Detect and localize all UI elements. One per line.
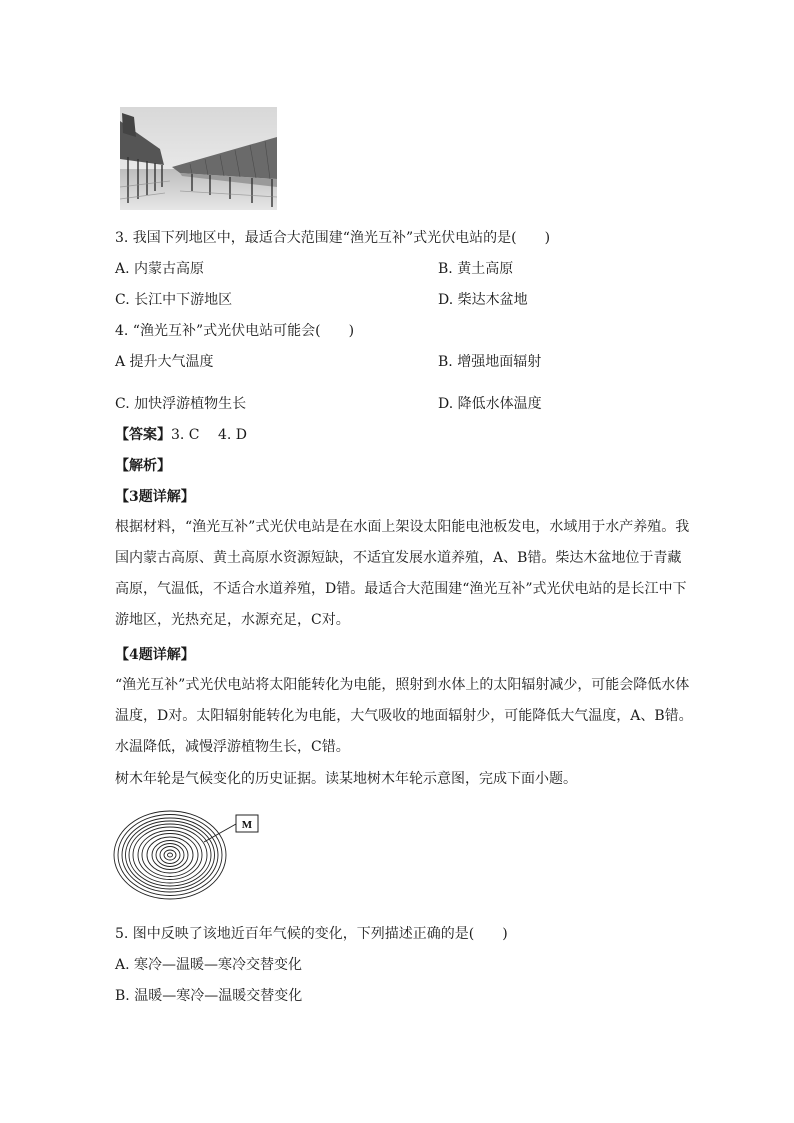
q3-option-c: C. 长江中下游地区 — [115, 292, 233, 308]
q4-option-d: D. 降低水体温度 — [438, 396, 542, 412]
marker-label: M — [241, 819, 253, 831]
q4-option-c: C. 加快浮游植物生长 — [115, 396, 247, 412]
analysis-label: 【解析】 — [115, 458, 171, 474]
answer-line — [115, 425, 247, 445]
q3-stem: 3. 我国下列地区中，最适合大范围建“渔光互补”式光伏电站的是( ) — [115, 230, 551, 246]
q4-option-b: B. 增强地面辐射 — [438, 354, 542, 370]
q3-option-d: D. 柴达木盆地 — [438, 292, 528, 308]
answer-text: 3. C 4. D — [171, 427, 248, 443]
q4-stem: 4. “渔光互补”式光伏电站可能会( ) — [115, 323, 355, 339]
detail4-text: “渔光互补”式光伏电站将太阳能转化为电能，照射到水体上的太阳辐射减少，可能会降低水体温度，D对。太阳辐射能转化为电能，大气吸收的地面辐射少，可能降低大气温度，A、B错。水温降低，减慢浮游植物生长，C错。 — [115, 677, 693, 755]
tree-ring-diagram — [112, 808, 262, 900]
detail3-label: 【3题详解】 — [115, 489, 195, 505]
solar-panel-photo — [120, 107, 277, 210]
q5-option-a: A. 寒冷—温暖—寒冷交替变化 — [115, 957, 303, 973]
answer-label: 【答案】 — [115, 427, 171, 443]
intro-text: 树木年轮是气候变化的历史证据。读某地树木年轮示意图，完成下面小题。 — [115, 771, 577, 787]
q4-option-a: A 提升大气温度 — [115, 354, 214, 370]
q3-option-b: B. 黄土高原 — [438, 261, 514, 277]
detail4-label: 【4题详解】 — [115, 647, 195, 663]
q5-option-b: B. 温暖—寒冷—温暖交替变化 — [115, 988, 303, 1004]
detail3-text: 根据材料，“渔光互补”式光伏电站是在水面上架设太阳能电池板发电，水域用于水产养殖。我国内蒙古高原、黄土高原水资源短缺，不适宜发展水道养殖，A、B错。柴达木盆地位于青藏高原，气温低，不适合水道养殖，D错。最适合大范围建“渔光互补”式光伏电站的是长江中下游地区，光热充足，水源充足，C对。 — [115, 519, 690, 628]
q3-option-a: A. 内蒙古高原 — [115, 261, 205, 277]
q5-stem: 5. 图中反映了该地近百年气候的变化，下列描述正确的是( ) — [115, 926, 508, 942]
